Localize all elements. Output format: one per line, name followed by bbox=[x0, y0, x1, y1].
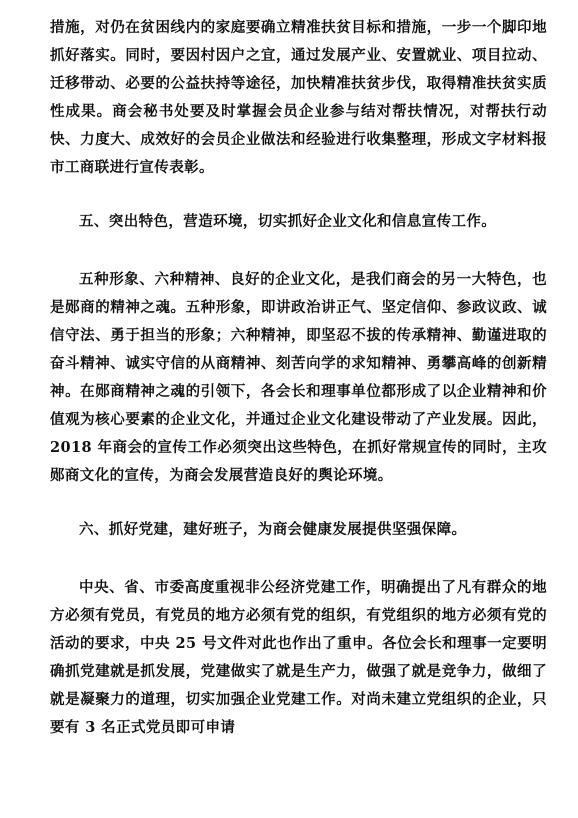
paragraph-poverty-alleviation: 措施，对仍在贫困线内的家庭要确立精准扶贫目标和措施，一步一个脚印地抓好落实。同时，要因村因户之宜，通过发展产业、安置就业、项目拉动、迁移带动、必要的公益扶持等途径，加快精准扶贫步伐，取得精准扶贫实质性成果。商会秘书处要及时掌握会员企业参与结对帮扶情况，对帮扶行动快、力度大、成效好的会员企业做法和经验进行收集整理，形成文字材料报市工商联进行宣传表彰。 bbox=[50, 19, 547, 176]
paragraph-party-building: 中央、省、市委高度重视非公经济党建工作，明确提出了凡有群众的地方必须有党员，有党员的地方必须有党的组织，有党组织的地方必须有党的活动的要求，中央 25 号文件对此也作出了重申。各位会长和理事一定要明确抓党建就是抓发展，党建做实了就是生产力，做强了就是竞争力，做细了就是凝聚力的道理，切实加强企业党建工作。对尚未建立党组织的企业，只要有 3 名正式党员即可申请 bbox=[50, 579, 547, 736]
spacer bbox=[50, 490, 547, 516]
spacer bbox=[50, 182, 547, 208]
document-page bbox=[50, 14, 547, 742]
section-heading-five: 五、突出特色，营造环境，切实抓好企业文化和信息宣传工作。 bbox=[79, 213, 497, 230]
paragraph-enterprise-culture: 五种形象、六种精神、良好的企业文化，是我们商会的另一大特色，也是郧商的精神之魂。五种形象，即讲政治讲正气、坚定信仰、参政议政、诚信守法、勇于担当的形象；六种精神，即坚忍不拔的传承精神、勤谨进取的奋斗精神、诚实守信的从商精神、刻苦向学的求知精神、勇攀高峰的创新精神。在郧商精神之魂的引领下，各会长和理事单位都形成了以企业精神和价值观为核心要素的企业文化，并通过企业文化建设带动了产业发展。因此，2018 年商会的宣传工作必须突出这些特色，在抓好常规宣传的同时，主攻郧商文化的宣传，为商会发展营造良好的舆论环境。 bbox=[50, 271, 547, 484]
spacer bbox=[50, 544, 547, 574]
section-heading-six: 六、抓好党建，建好班子，为商会健康发展提供坚强保障。 bbox=[79, 521, 467, 538]
spacer bbox=[50, 236, 547, 266]
